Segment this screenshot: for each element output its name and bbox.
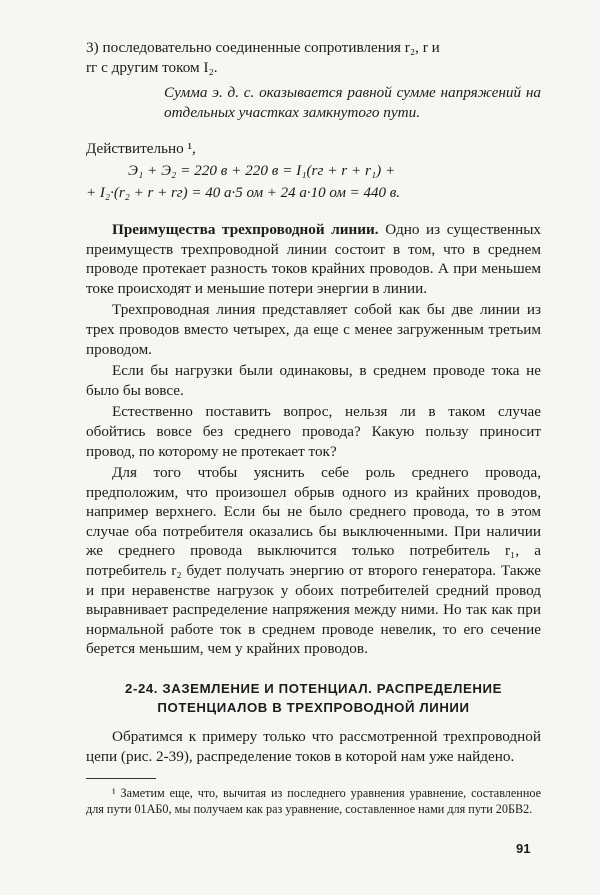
page-number: 91 (516, 841, 531, 856)
footnote-mark: ¹ (112, 786, 116, 801)
advantages-paragraph-5: Для того чтобы уяснить себе роль среднего провода, предположим, что произошел обрыв одного из крайних проводов, например верхнего. Если бы не было среднего провода, то в этом случае оба потребителя оказались бы выключенными. При наличии же среднего провода выключится только потребитель r₁, а потребитель r₂ будет получать энергию от второго генератора. Также и при неравенстве нагрузок у обоих потребителей средний провод выравнивает распределение напряжения между ними. Но так как при нормальной работе ток в среднем проводе невелик, то его сечение берется меньшим, чем у крайних проводов. (86, 464, 541, 658)
footnote-text: Заметим еще, что, вычитая из последнего уравнения уравнение, составленное для пути 01АБ0, мы получаем как раз уравнение, составленное нами для пути 20БВ2. (86, 786, 541, 817)
equation-line-2: + I₂·(r₂ + r + rг) = 40 а·5 ом + 24 а·10 ом = 440 в. (86, 185, 401, 202)
section-paragraph: Обратимся к примеру только что рассмотренной трехпроводной цепи (рис. 2-39), распределение токов в которой нам уже найдено. (86, 728, 541, 765)
advantages-text-1: Одно из существенных преимуществ трехпроводной линии состоит в том, что в среднем проводе протекает разность токов крайних проводов. А при меньшем токе происходят и меньшие потери энергии в линии. (86, 220, 541, 297)
item-3-line2: rг с другим током I₂. (86, 58, 218, 76)
advantages-heading: Преимущества трехпроводной линии. (112, 220, 379, 238)
footnote (86, 785, 541, 817)
section-title-line-2: ПОТЕНЦИАЛОВ В ТРЕХПРОВОДНОЙ ЛИНИИ (157, 700, 470, 716)
section-title (86, 679, 541, 717)
advantages-paragraph-4: Естественно поставить вопрос, нельзя ли в таком случае обойтись вовсе без среднего провода? Какую пользу приносит провод, по которому не протекает ток? (86, 403, 541, 460)
page-body (86, 38, 541, 817)
item-3-line1: 3) последовательно соединенные сопротивления r₂, r и (86, 39, 440, 56)
equation-intro: Действительно ¹, (86, 140, 196, 158)
footnote-rule (86, 778, 156, 779)
quote: Сумма э. д. с. оказывается равной сумме напряжений на отдельных участках замкнутого пути. (164, 84, 541, 122)
equation-line-1: Э₁ + Э₂ = 220 в + 220 в = I₁(rг + r + r₁) + (128, 161, 396, 179)
advantages-paragraph-3: Если бы нагрузки были одинаковы, в среднем проводе тока не было бы вовсе. (86, 362, 541, 399)
advantages-paragraph-1 (86, 220, 541, 298)
advantages-paragraph-2: Трехпроводная линия представляет собой как бы две линии из трех проводов вместо четырех, да еще с менее загруженным третьим проводом. (86, 301, 541, 358)
section-title-line-1: 2-24. ЗАЗЕМЛЕНИЕ И ПОТЕНЦИАЛ. РАСПРЕДЕЛЕНИЕ (125, 681, 502, 697)
